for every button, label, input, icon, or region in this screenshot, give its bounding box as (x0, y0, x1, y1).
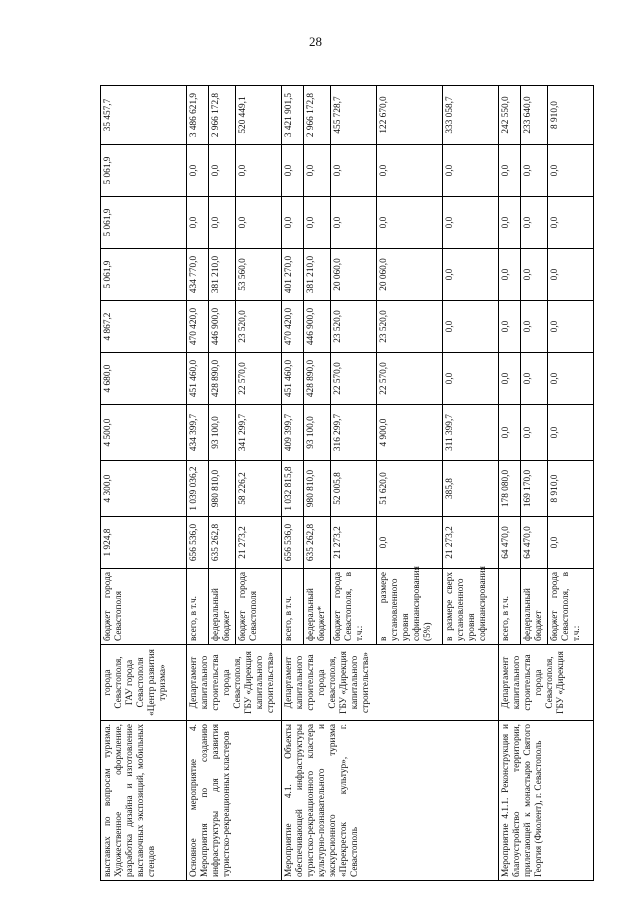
value-cell: 635 262,8 (209, 517, 236, 569)
executor-cell: Департамент капитального строительства города Севастополя, ГБУ «Дирекция (499, 645, 594, 721)
total-cell: 3 421 901,5 (282, 86, 304, 145)
value-cell: 0,0 (443, 145, 499, 197)
value-cell: 434 770,0 (187, 249, 209, 301)
value-cell: 20 060,0 (377, 249, 443, 301)
value-cell: 0,0 (521, 197, 548, 249)
value-cell: 0,0 (548, 301, 594, 353)
value-cell: 0,0 (548, 353, 594, 405)
event-name-cell: Мероприятие 4.1. Объекты обеспечивающей инфраструктуры туристско-рекреационного кластера культурно-познавательного и экскурсионного туризма «Перекресток культур», г. Севастополь (282, 721, 499, 881)
value-cell: 0,0 (548, 145, 594, 197)
value-cell: 0,0 (499, 353, 521, 405)
value-cell: 1 032 815,8 (282, 461, 304, 517)
value-cell: 385,8 (443, 461, 499, 517)
total-cell: 233 640,0 (521, 86, 548, 145)
value-cell: 0,0 (304, 145, 331, 197)
source-cell: федеральный бюджет* (304, 569, 331, 645)
value-cell: 470 420,0 (282, 301, 304, 353)
value-cell: 341 299,7 (236, 405, 282, 461)
value-cell: 21 273,2 (443, 517, 499, 569)
table-row (187, 86, 209, 881)
value-cell: 451 460,0 (282, 353, 304, 405)
value-cell: 0,0 (187, 197, 209, 249)
budget-table (100, 85, 594, 881)
executor-cell: города Севастополя, ГАУ города Севастополя «Центр развития туризма» (101, 645, 187, 721)
value-cell: 0,0 (443, 197, 499, 249)
executor-cell: Департамент капитального строительства города Севастополя, ГБУ «Дирекция капитального строительства» (187, 645, 282, 721)
source-cell: федеральный бюджет (209, 569, 236, 645)
value-cell: 52 005,8 (331, 461, 377, 517)
source-cell: в размере сверх установленного уровня софинансирования (443, 569, 499, 645)
source-cell: всего, в т.ч. (282, 569, 304, 645)
total-cell: 122 670,0 (377, 86, 443, 145)
value-cell: 58 226,2 (236, 461, 282, 517)
value-cell: 4 867,2 (101, 301, 187, 353)
total-cell: 455 728,7 (331, 86, 377, 145)
value-cell: 409 399,7 (282, 405, 304, 461)
value-cell: 0,0 (209, 145, 236, 197)
value-cell: 0,0 (521, 353, 548, 405)
value-cell: 311 399,7 (443, 405, 499, 461)
value-cell: 0,0 (331, 197, 377, 249)
value-cell: 53 560,0 (236, 249, 282, 301)
value-cell: 980 810,0 (209, 461, 236, 517)
value-cell: 0,0 (443, 301, 499, 353)
value-cell: 0,0 (548, 517, 594, 569)
value-cell: 0,0 (548, 405, 594, 461)
value-cell: 21 273,2 (236, 517, 282, 569)
value-cell: 316 299,7 (331, 405, 377, 461)
source-cell: федеральный бюджет (521, 569, 548, 645)
value-cell: 21 273,2 (331, 517, 377, 569)
value-cell: 446 900,0 (304, 301, 331, 353)
value-cell: 169 170,0 (521, 461, 548, 517)
value-cell: 980 810,0 (304, 461, 331, 517)
source-cell: всего, в т.ч. (187, 569, 209, 645)
value-cell: 4 300,0 (101, 461, 187, 517)
total-cell: 35 457,7 (101, 86, 187, 145)
value-cell: 0,0 (499, 249, 521, 301)
total-cell: 333 058,7 (443, 86, 499, 145)
value-cell: 434 399,7 (187, 405, 209, 461)
value-cell: 381 210,0 (304, 249, 331, 301)
value-cell: 635 262,8 (304, 517, 331, 569)
value-cell: 0,0 (187, 145, 209, 197)
value-cell: 22 570,0 (377, 353, 443, 405)
total-cell: 2 966 172,8 (209, 86, 236, 145)
value-cell: 0,0 (521, 145, 548, 197)
source-cell: всего, в т.ч. (499, 569, 521, 645)
value-cell: 20 060,0 (331, 249, 377, 301)
value-cell: 8 910,0 (548, 461, 594, 517)
value-cell: 1 924,8 (101, 517, 187, 569)
source-cell: бюджет города Севастополя, в т.ч.: (548, 569, 594, 645)
value-cell: 446 900,0 (209, 301, 236, 353)
value-cell: 23 520,0 (236, 301, 282, 353)
value-cell: 0,0 (209, 197, 236, 249)
total-cell: 520 449,1 (236, 86, 282, 145)
value-cell: 428 890,0 (304, 353, 331, 405)
value-cell: 0,0 (443, 249, 499, 301)
value-cell: 0,0 (548, 197, 594, 249)
value-cell: 23 520,0 (377, 301, 443, 353)
value-cell: 64 470,0 (521, 517, 548, 569)
value-cell: 0,0 (236, 197, 282, 249)
source-cell: бюджет города Севастополя (236, 569, 282, 645)
value-cell: 5 061,9 (101, 145, 187, 197)
value-cell: 178 080,0 (499, 461, 521, 517)
value-cell: 22 570,0 (331, 353, 377, 405)
value-cell: 0,0 (377, 197, 443, 249)
event-name-cell: выставках по вопросам туризма. Художественное оформление, разработка дизайна и изготовление выставочных экспозиций, мобильных стендов (101, 721, 187, 881)
value-cell: 0,0 (282, 197, 304, 249)
table-row (101, 86, 187, 881)
value-cell: 64 470,0 (499, 517, 521, 569)
value-cell: 51 620,0 (377, 461, 443, 517)
value-cell: 22 570,0 (236, 353, 282, 405)
value-cell: 656 536,0 (282, 517, 304, 569)
value-cell: 0,0 (377, 145, 443, 197)
value-cell: 4 680,0 (101, 353, 187, 405)
value-cell: 0,0 (282, 145, 304, 197)
value-cell: 5 061,9 (101, 249, 187, 301)
value-cell: 4 900,0 (377, 405, 443, 461)
source-cell: в размере установленного уровня софинансирования (5%) (377, 569, 443, 645)
value-cell: 0,0 (499, 197, 521, 249)
value-cell: 0,0 (304, 197, 331, 249)
value-cell: 0,0 (499, 145, 521, 197)
value-cell: 23 520,0 (331, 301, 377, 353)
value-cell: 0,0 (521, 405, 548, 461)
value-cell: 401 270,0 (282, 249, 304, 301)
value-cell: 93 100,0 (209, 405, 236, 461)
value-cell: 451 460,0 (187, 353, 209, 405)
value-cell: 0,0 (443, 353, 499, 405)
source-cell: бюджет города Севастополя (101, 569, 187, 645)
value-cell: 0,0 (521, 301, 548, 353)
value-cell: 93 100,0 (304, 405, 331, 461)
value-cell: 0,0 (548, 249, 594, 301)
value-cell: 0,0 (499, 301, 521, 353)
table-row (499, 86, 521, 881)
value-cell: 381 210,0 (209, 249, 236, 301)
total-cell: 2 966 172,8 (304, 86, 331, 145)
page-number: 28 (309, 34, 322, 49)
value-cell: 0,0 (521, 249, 548, 301)
event-name-cell: Основное мероприятие 4. Мероприятия по созданию инфраструктуры для развития туристско-рекреационных кластеров (187, 721, 282, 881)
source-cell: бюджет города Севастополя, в т.ч.: (331, 569, 377, 645)
total-cell: 8 910,0 (548, 86, 594, 145)
table-viewport (100, 92, 582, 881)
table-row (282, 86, 304, 881)
event-name-cell: Мероприятие 4.1.1. Реконструкция и благоустройство территории, прилегающей к монастырю Святого Георгия (Фиолент), г. Севастополь (499, 721, 594, 881)
value-cell: 428 890,0 (209, 353, 236, 405)
value-cell: 4 500,0 (101, 405, 187, 461)
value-cell: 0,0 (499, 405, 521, 461)
value-cell: 470 420,0 (187, 301, 209, 353)
total-cell: 242 550,0 (499, 86, 521, 145)
rotated-page (100, 92, 582, 881)
value-cell: 0,0 (331, 145, 377, 197)
value-cell: 0,0 (236, 145, 282, 197)
total-cell: 3 486 621,9 (187, 86, 209, 145)
value-cell: 656 536,0 (187, 517, 209, 569)
value-cell: 5 061,9 (101, 197, 187, 249)
value-cell: 0,0 (377, 517, 443, 569)
value-cell: 1 039 036,2 (187, 461, 209, 517)
executor-cell: Департамент капитального строительства города Севастополя, ГБУ «Дирекция капитального строительства» (282, 645, 499, 721)
